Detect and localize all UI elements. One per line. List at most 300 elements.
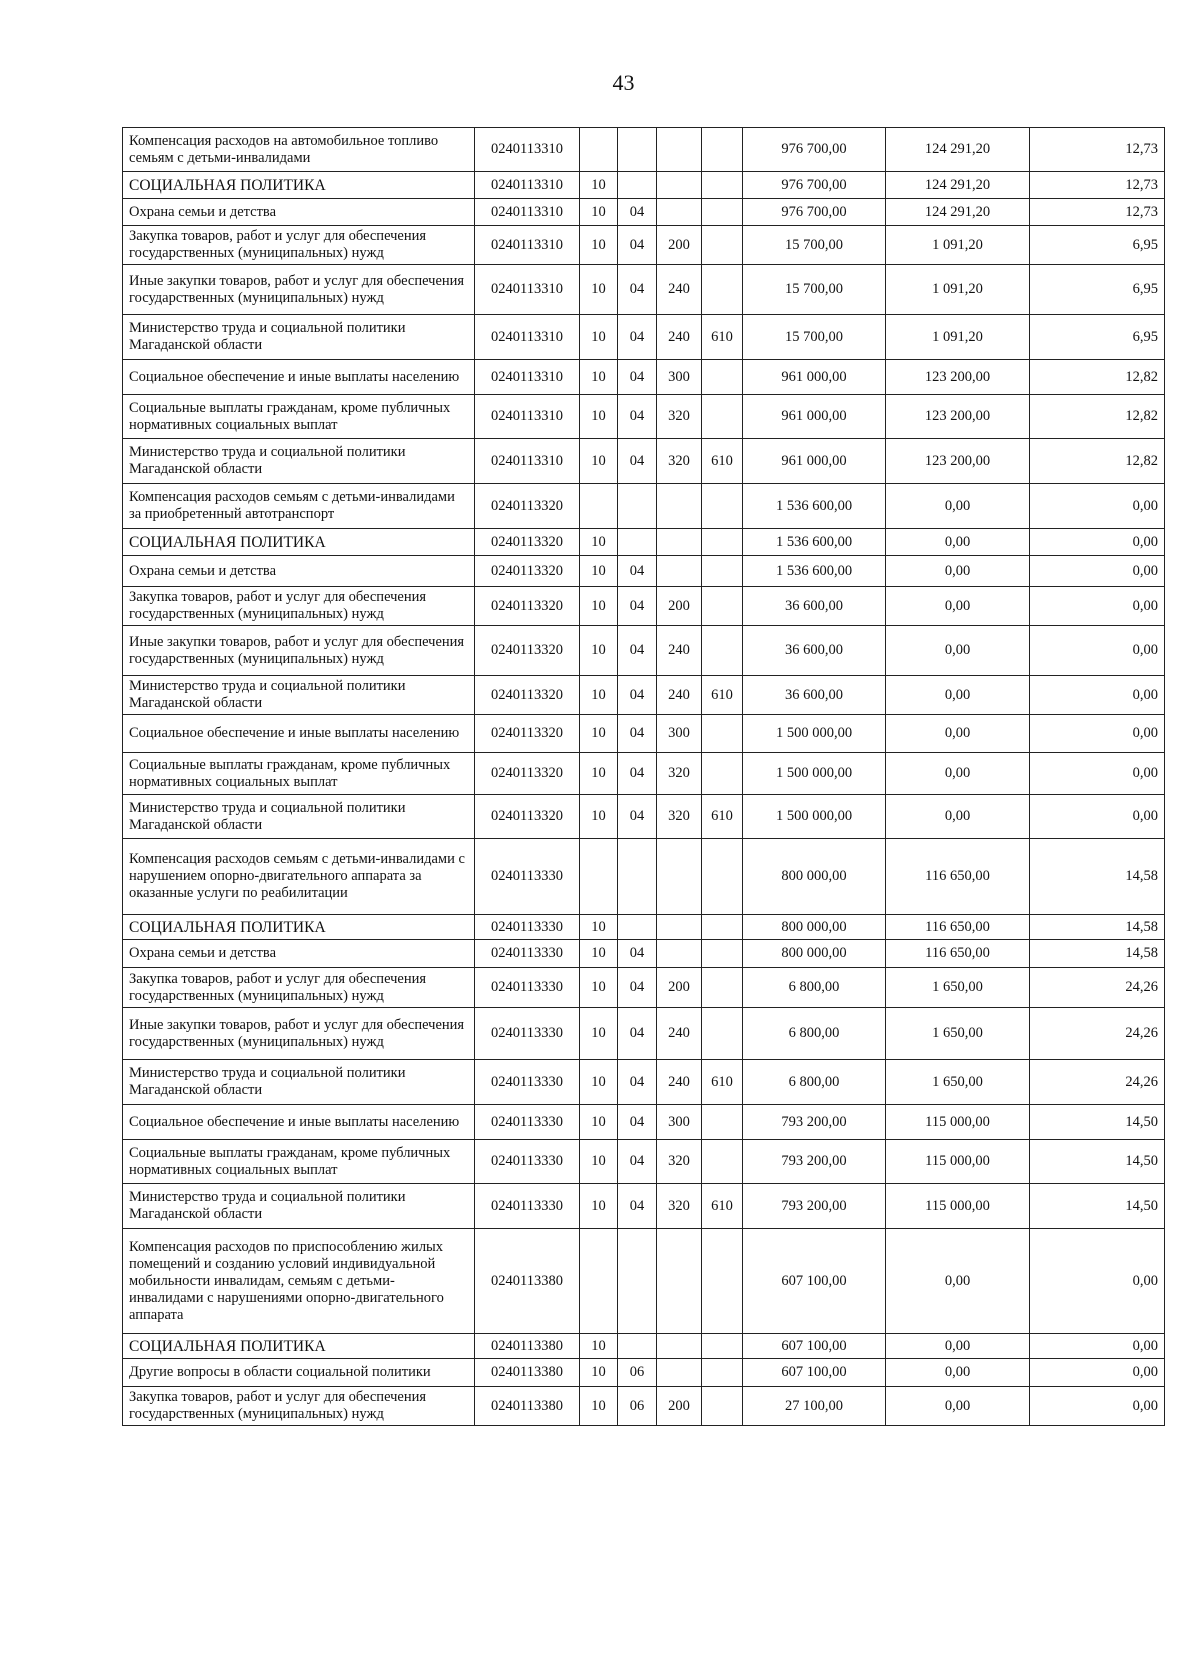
subsection-code [618,529,657,556]
planned-amount: 15 700,00 [743,315,886,360]
table-row [123,587,1165,626]
target-article-code: 0240113320 [475,715,580,753]
table-row [123,1387,1165,1426]
subsection-code: 04 [618,968,657,1008]
expense-type-code [657,839,702,915]
target-article-code: 0240113330 [475,839,580,915]
planned-amount: 607 100,00 [743,1229,886,1334]
table-row [123,626,1165,676]
section-code: 10 [580,1334,618,1359]
subsection-code: 04 [618,360,657,395]
planned-amount: 1 536 600,00 [743,529,886,556]
target-article-code: 0240113330 [475,940,580,968]
subsection-code [618,915,657,940]
section-code: 10 [580,556,618,587]
planned-amount: 793 200,00 [743,1105,886,1140]
planned-amount: 793 200,00 [743,1184,886,1229]
expense-type-code [657,940,702,968]
planned-amount: 1 500 000,00 [743,795,886,839]
planned-amount: 1 536 600,00 [743,484,886,529]
grbs-code [702,128,743,172]
row-name: Министерство труда и социальной политики Магаданской области [123,1060,475,1105]
grbs-code [702,753,743,795]
subsection-code: 04 [618,587,657,626]
target-article-code: 0240113330 [475,1060,580,1105]
section-code: 10 [580,676,618,715]
section-code: 10 [580,915,618,940]
target-article-code: 0240113320 [475,529,580,556]
row-name: Охрана семьи и детства [123,940,475,968]
subsection-code: 04 [618,265,657,315]
executed-amount: 1 091,20 [886,265,1030,315]
execution-percent: 24,26 [1030,968,1165,1008]
planned-amount: 961 000,00 [743,395,886,439]
row-name: Компенсация расходов по приспособлению жилых помещений и созданию условий индивидуальной мобильности инвалидам, семьям с детьми-инвалидами с нарушениями опорно-двигательного аппарата [123,1229,475,1334]
section-code: 10 [580,1387,618,1426]
executed-amount: 0,00 [886,795,1030,839]
execution-percent: 0,00 [1030,484,1165,529]
planned-amount: 800 000,00 [743,915,886,940]
expense-type-code [657,1334,702,1359]
page-number: 43 [612,70,635,95]
row-name: Иные закупки товаров, работ и услуг для обеспечения государственных (муниципальных) нужд [123,626,475,676]
section-code [580,128,618,172]
row-name: Министерство труда и социальной политики Магаданской области [123,439,475,484]
grbs-code [702,172,743,199]
grbs-code [702,529,743,556]
target-article-code: 0240113330 [475,915,580,940]
planned-amount: 27 100,00 [743,1387,886,1426]
subsection-code: 04 [618,753,657,795]
row-name: СОЦИАЛЬНАЯ ПОЛИТИКА [123,915,475,940]
target-article-code: 0240113310 [475,199,580,226]
grbs-code [702,360,743,395]
subsection-code: 04 [618,1140,657,1184]
target-article-code: 0240113320 [475,556,580,587]
executed-amount: 124 291,20 [886,172,1030,199]
subsection-code [618,839,657,915]
section-code: 10 [580,199,618,226]
grbs-code [702,1140,743,1184]
table-row [123,715,1165,753]
grbs-code: 610 [702,315,743,360]
section-code: 10 [580,1060,618,1105]
subsection-code: 04 [618,1184,657,1229]
row-name: Другие вопросы в области социальной политики [123,1359,475,1387]
table-body [123,128,1165,1426]
row-name: Министерство труда и социальной политики Магаданской области [123,676,475,715]
executed-amount: 1 650,00 [886,1008,1030,1060]
executed-amount: 0,00 [886,1359,1030,1387]
target-article-code: 0240113330 [475,968,580,1008]
target-article-code: 0240113310 [475,172,580,199]
execution-percent: 14,58 [1030,839,1165,915]
expense-type-code: 240 [657,676,702,715]
table-row [123,940,1165,968]
grbs-code [702,1387,743,1426]
table-row [123,1229,1165,1334]
section-code: 10 [580,226,618,265]
row-name: Закупка товаров, работ и услуг для обеспечения государственных (муниципальных) нужд [123,226,475,265]
executed-amount: 1 091,20 [886,226,1030,265]
execution-percent: 24,26 [1030,1060,1165,1105]
row-name: Закупка товаров, работ и услуг для обеспечения государственных (муниципальных) нужд [123,968,475,1008]
grbs-code: 610 [702,676,743,715]
expense-type-code: 200 [657,587,702,626]
section-code [580,1229,618,1334]
expense-type-code: 240 [657,1060,702,1105]
table-row [123,556,1165,587]
grbs-code [702,1359,743,1387]
grbs-code [702,1008,743,1060]
execution-percent: 12,82 [1030,395,1165,439]
grbs-code [702,395,743,439]
target-article-code: 0240113380 [475,1359,580,1387]
executed-amount: 1 091,20 [886,315,1030,360]
section-code: 10 [580,1105,618,1140]
executed-amount: 124 291,20 [886,199,1030,226]
row-name: Социальное обеспечение и иные выплаты населению [123,360,475,395]
table-row [123,1184,1165,1229]
subsection-code [618,484,657,529]
execution-percent: 0,00 [1030,1334,1165,1359]
planned-amount: 6 800,00 [743,968,886,1008]
execution-percent: 0,00 [1030,1387,1165,1426]
executed-amount: 115 000,00 [886,1184,1030,1229]
executed-amount: 123 200,00 [886,439,1030,484]
target-article-code: 0240113310 [475,226,580,265]
planned-amount: 1 536 600,00 [743,556,886,587]
expense-type-code [657,556,702,587]
execution-percent: 0,00 [1030,587,1165,626]
table-row [123,753,1165,795]
executed-amount: 1 650,00 [886,1060,1030,1105]
grbs-code [702,940,743,968]
section-code: 10 [580,1140,618,1184]
grbs-code [702,587,743,626]
section-code: 10 [580,529,618,556]
table-row [123,676,1165,715]
grbs-code [702,1334,743,1359]
table-row [123,439,1165,484]
table-row [123,128,1165,172]
executed-amount: 123 200,00 [886,360,1030,395]
expense-type-code: 200 [657,968,702,1008]
row-name: Охрана семьи и детства [123,199,475,226]
subsection-code: 04 [618,940,657,968]
grbs-code: 610 [702,1060,743,1105]
execution-percent: 0,00 [1030,753,1165,795]
target-article-code: 0240113320 [475,626,580,676]
grbs-code [702,839,743,915]
target-article-code: 0240113330 [475,1184,580,1229]
target-article-code: 0240113320 [475,795,580,839]
section-code: 10 [580,1359,618,1387]
execution-percent: 12,82 [1030,439,1165,484]
planned-amount: 607 100,00 [743,1334,886,1359]
grbs-code [702,556,743,587]
row-name: Социальные выплаты гражданам, кроме публичных нормативных социальных выплат [123,753,475,795]
expense-type-code: 320 [657,1140,702,1184]
expense-type-code: 320 [657,395,702,439]
row-name: Социальные выплаты гражданам, кроме публичных нормативных социальных выплат [123,1140,475,1184]
target-article-code: 0240113310 [475,315,580,360]
execution-percent: 0,00 [1030,715,1165,753]
subsection-code: 04 [618,226,657,265]
table-row [123,1008,1165,1060]
subsection-code [618,172,657,199]
section-code: 10 [580,1184,618,1229]
execution-percent: 0,00 [1030,1229,1165,1334]
table-row [123,1105,1165,1140]
execution-percent: 14,58 [1030,915,1165,940]
row-name: Закупка товаров, работ и услуг для обеспечения государственных (муниципальных) нужд [123,587,475,626]
table-row [123,360,1165,395]
grbs-code [702,199,743,226]
subsection-code: 06 [618,1359,657,1387]
expense-type-code [657,128,702,172]
planned-amount: 6 800,00 [743,1060,886,1105]
table-row [123,1060,1165,1105]
subsection-code [618,128,657,172]
table-row [123,915,1165,940]
section-code: 10 [580,753,618,795]
execution-percent: 14,50 [1030,1184,1165,1229]
budget-table [122,127,1165,1426]
grbs-code [702,968,743,1008]
planned-amount: 976 700,00 [743,172,886,199]
row-name: СОЦИАЛЬНАЯ ПОЛИТИКА [123,529,475,556]
grbs-code: 610 [702,1184,743,1229]
planned-amount: 961 000,00 [743,439,886,484]
planned-amount: 36 600,00 [743,676,886,715]
planned-amount: 961 000,00 [743,360,886,395]
planned-amount: 976 700,00 [743,128,886,172]
grbs-code: 610 [702,439,743,484]
table-row [123,529,1165,556]
planned-amount: 6 800,00 [743,1008,886,1060]
expense-type-code [657,199,702,226]
row-name: Социальное обеспечение и иные выплаты населению [123,715,475,753]
row-name: СОЦИАЛЬНАЯ ПОЛИТИКА [123,1334,475,1359]
execution-percent: 12,82 [1030,360,1165,395]
subsection-code: 04 [618,199,657,226]
grbs-code [702,915,743,940]
section-code: 10 [580,795,618,839]
executed-amount: 116 650,00 [886,915,1030,940]
planned-amount: 800 000,00 [743,839,886,915]
planned-amount: 607 100,00 [743,1359,886,1387]
executed-amount: 0,00 [886,676,1030,715]
subsection-code: 04 [618,626,657,676]
executed-amount: 0,00 [886,1229,1030,1334]
table-row [123,839,1165,915]
table-row [123,395,1165,439]
expense-type-code [657,1229,702,1334]
grbs-code [702,1229,743,1334]
execution-percent: 0,00 [1030,676,1165,715]
expense-type-code [657,915,702,940]
planned-amount: 1 500 000,00 [743,715,886,753]
grbs-code [702,1105,743,1140]
table-row [123,265,1165,315]
table-row [123,1140,1165,1184]
section-code: 10 [580,395,618,439]
execution-percent: 12,73 [1030,172,1165,199]
table-row [123,1334,1165,1359]
subsection-code: 06 [618,1387,657,1426]
executed-amount: 124 291,20 [886,128,1030,172]
expense-type-code: 320 [657,439,702,484]
grbs-code [702,484,743,529]
target-article-code: 0240113380 [475,1387,580,1426]
row-name: Социальное обеспечение и иные выплаты населению [123,1105,475,1140]
section-code: 10 [580,172,618,199]
planned-amount: 976 700,00 [743,199,886,226]
row-name: Компенсация расходов семьям с детьми-инвалидами с нарушением опорно-двигательного аппарата за оказанные услуги по реабилитации [123,839,475,915]
row-name: Охрана семьи и детства [123,556,475,587]
section-code: 10 [580,360,618,395]
planned-amount: 15 700,00 [743,226,886,265]
section-code: 10 [580,315,618,360]
row-name: Компенсация расходов семьям с детьми-инвалидами за приобретенный автотранспорт [123,484,475,529]
execution-percent: 14,50 [1030,1140,1165,1184]
planned-amount: 15 700,00 [743,265,886,315]
execution-percent: 6,95 [1030,315,1165,360]
subsection-code: 04 [618,556,657,587]
executed-amount: 0,00 [886,753,1030,795]
section-code [580,484,618,529]
subsection-code: 04 [618,395,657,439]
table-row [123,172,1165,199]
subsection-code: 04 [618,795,657,839]
execution-percent: 12,73 [1030,128,1165,172]
expense-type-code: 320 [657,753,702,795]
target-article-code: 0240113310 [475,128,580,172]
executed-amount: 0,00 [886,587,1030,626]
execution-percent: 12,73 [1030,199,1165,226]
expense-type-code: 240 [657,265,702,315]
subsection-code: 04 [618,439,657,484]
expense-type-code: 320 [657,795,702,839]
section-code: 10 [580,265,618,315]
expense-type-code [657,484,702,529]
expense-type-code: 240 [657,315,702,360]
executed-amount: 0,00 [886,1387,1030,1426]
section-code: 10 [580,439,618,484]
grbs-code: 610 [702,795,743,839]
subsection-code [618,1229,657,1334]
row-name: Иные закупки товаров, работ и услуг для обеспечения государственных (муниципальных) нужд [123,265,475,315]
target-article-code: 0240113330 [475,1008,580,1060]
row-name: Иные закупки товаров, работ и услуг для обеспечения государственных (муниципальных) нужд [123,1008,475,1060]
executed-amount: 116 650,00 [886,940,1030,968]
table-row [123,226,1165,265]
expense-type-code: 300 [657,360,702,395]
expense-type-code [657,529,702,556]
target-article-code: 0240113310 [475,360,580,395]
execution-percent: 14,58 [1030,940,1165,968]
executed-amount: 0,00 [886,484,1030,529]
table-row [123,1359,1165,1387]
table-row [123,795,1165,839]
target-article-code: 0240113320 [475,484,580,529]
target-article-code: 0240113310 [475,395,580,439]
executed-amount: 116 650,00 [886,839,1030,915]
section-code: 10 [580,587,618,626]
planned-amount: 36 600,00 [743,587,886,626]
target-article-code: 0240113310 [475,265,580,315]
execution-percent: 6,95 [1030,265,1165,315]
executed-amount: 0,00 [886,715,1030,753]
target-article-code: 0240113380 [475,1229,580,1334]
table-row [123,315,1165,360]
section-code: 10 [580,715,618,753]
executed-amount: 0,00 [886,529,1030,556]
table-row [123,968,1165,1008]
row-name: Закупка товаров, работ и услуг для обеспечения государственных (муниципальных) нужд [123,1387,475,1426]
subsection-code: 04 [618,1008,657,1060]
expense-type-code: 320 [657,1184,702,1229]
table-row [123,199,1165,226]
planned-amount: 1 500 000,00 [743,753,886,795]
target-article-code: 0240113320 [475,676,580,715]
executed-amount: 115 000,00 [886,1105,1030,1140]
target-article-code: 0240113380 [475,1334,580,1359]
executed-amount: 1 650,00 [886,968,1030,1008]
grbs-code [702,265,743,315]
target-article-code: 0240113320 [475,753,580,795]
expense-type-code: 300 [657,715,702,753]
subsection-code [618,1334,657,1359]
executed-amount: 0,00 [886,626,1030,676]
section-code [580,839,618,915]
executed-amount: 0,00 [886,556,1030,587]
subsection-code: 04 [618,676,657,715]
row-name: СОЦИАЛЬНАЯ ПОЛИТИКА [123,172,475,199]
row-name: Социальные выплаты гражданам, кроме публичных нормативных социальных выплат [123,395,475,439]
section-code: 10 [580,968,618,1008]
execution-percent: 14,50 [1030,1105,1165,1140]
target-article-code: 0240113310 [475,439,580,484]
subsection-code: 04 [618,715,657,753]
execution-percent: 0,00 [1030,626,1165,676]
section-code: 10 [580,1008,618,1060]
expense-type-code: 200 [657,226,702,265]
executed-amount: 0,00 [886,1334,1030,1359]
row-name: Компенсация расходов на автомобильное топливо семьям с детьми-инвалидами [123,128,475,172]
subsection-code: 04 [618,1105,657,1140]
planned-amount: 36 600,00 [743,626,886,676]
row-name: Министерство труда и социальной политики Магаданской области [123,315,475,360]
section-code: 10 [580,626,618,676]
row-name: Министерство труда и социальной политики Магаданской области [123,795,475,839]
target-article-code: 0240113330 [475,1140,580,1184]
expense-type-code [657,172,702,199]
planned-amount: 800 000,00 [743,940,886,968]
expense-type-code: 240 [657,626,702,676]
execution-percent: 0,00 [1030,1359,1165,1387]
target-article-code: 0240113330 [475,1105,580,1140]
execution-percent: 0,00 [1030,556,1165,587]
execution-percent: 24,26 [1030,1008,1165,1060]
executed-amount: 115 000,00 [886,1140,1030,1184]
section-code: 10 [580,940,618,968]
expense-type-code: 200 [657,1387,702,1426]
grbs-code [702,226,743,265]
grbs-code [702,626,743,676]
execution-percent: 0,00 [1030,529,1165,556]
